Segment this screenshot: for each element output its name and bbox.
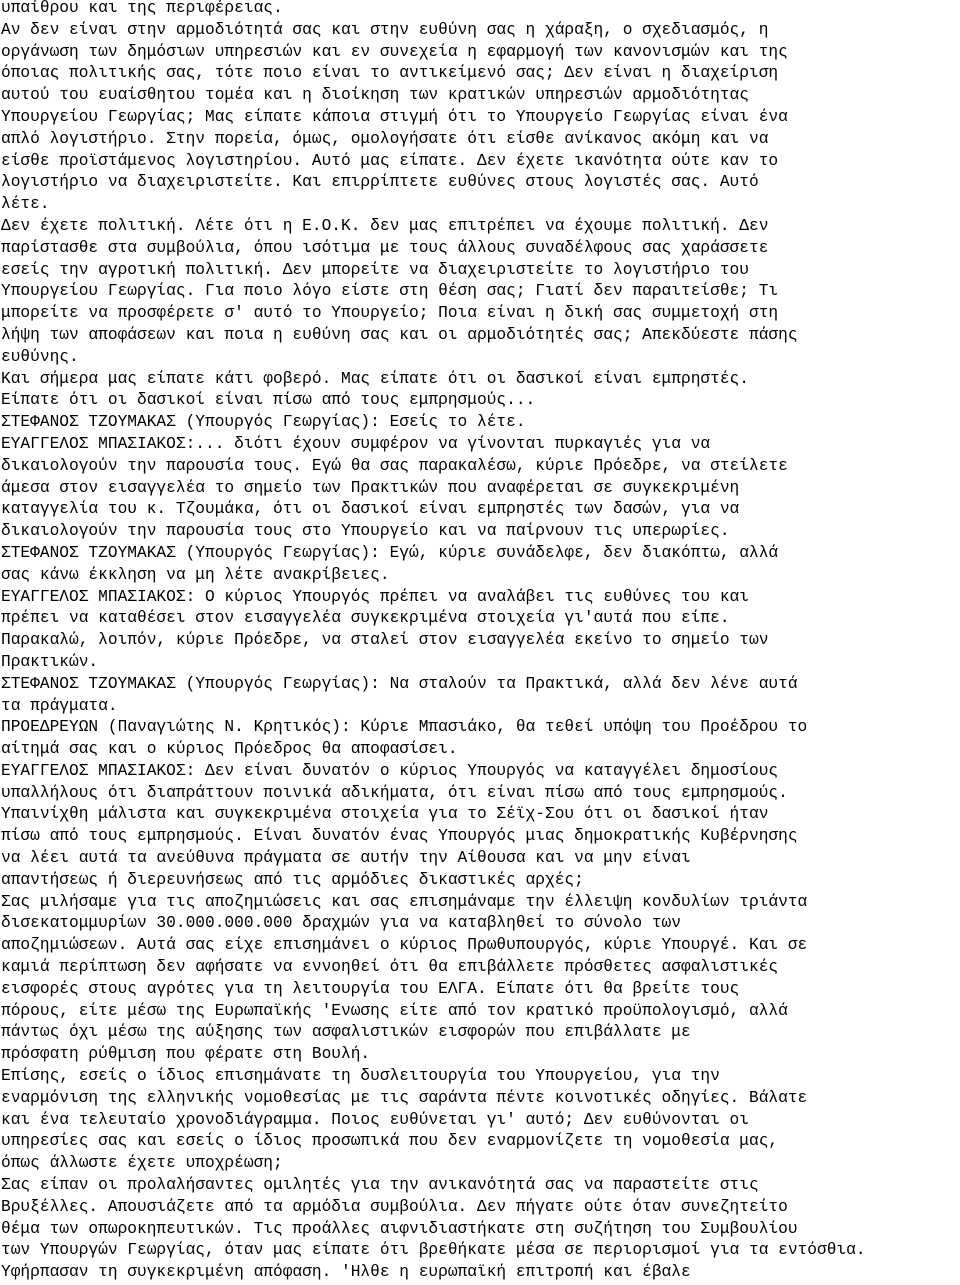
text-line: ευθύνης. — [1, 347, 79, 366]
text-line: όποιας πολιτικής σας, τότε ποιο είναι το αντικείμενό σας; Δεν είναι η διαχείριση — [1, 64, 779, 83]
text-line: Επίσης, εσείς ο ίδιος επισημάνατε τη δυσλειτουργία του Υπουργείου, για την — [1, 1067, 720, 1086]
text-line: Σας είπαν οι προλαλήσαντες ομιλητές για την ανικανότητά σας να παραστείτε στις — [1, 1176, 759, 1195]
text-line: αποζημιώσεων. Αυτά σας είχε επισημάνει ο κύριος Πρωθυπουργός, κύριε Υπουργέ. Και σε — [1, 936, 808, 955]
text-line: πόρους, είτε μέσω της Ευρωπαϊκής 'Ενωσης είτε από τον κρατικό προϋπολογισμό, αλλά — [1, 1001, 788, 1020]
text-line: δικαιολογούν την παρουσία τους. Εγώ θα σας παρακαλέσω, κύριε Πρόεδρε, να στείλετε — [1, 456, 788, 475]
text-line: Βρυξέλλες. Απουσιάζετε από τα αρμόδια συμβούλια. Δεν πήγατε ούτε όταν συνεζητείτο — [1, 1197, 788, 1216]
text-line: ΕΥΑΓΓΕΛΟΣ ΜΠΑΣΙΑΚΟΣ:... διότι έχουν συμφέρον να γίνονται πυρκαγιές για να — [1, 434, 711, 453]
text-line: άμεσα στον εισαγγελέα το σημείο των Πρακτικών που αναφέρεται σε συγκεκριμένη — [1, 478, 740, 497]
text-line: ΕΥΑΓΓΕΛΟΣ ΜΠΑΣΙΑΚΟΣ: Ο κύριος Υπουργός πρέπει να αναλάβει τις ευθύνες του και — [1, 587, 749, 606]
text-line: Σας μιλήσαμε για τις αποζημιώσεις και σας επισημάναμε την έλλειψη κονδυλίων τριάντα — [1, 892, 808, 911]
text-line: πίσω από τους εμπρησμούς. Είναι δυνατόν ένας Υπουργός μιας δημοκρατικής Κυβέρνησης — [1, 827, 798, 846]
text-line: απλό λογιστήριο. Στην πορεία, όμως, ομολογήσατε ότι είσθε ανίκανος ακόμη και να — [1, 129, 769, 148]
text-line: παρίστασθε στα συμβούλια, όπου ισότιμα με τους άλλους συναδέλφους σας χαράσσετε — [1, 238, 769, 257]
text-line: ΕΥΑΓΓΕΛΟΣ ΜΠΑΣΙΑΚΟΣ: Δεν είναι δυνατόν ο κύριος Υπουργός να καταγγέλει δημοσίους — [1, 761, 779, 780]
text-line: δισεκατομμυρίων 30.000.000.000 δραχμών για να καταβληθεί το σύνολο των — [1, 914, 681, 933]
text-line: ΣΤΕΦΑΝΟΣ ΤΖΟΥΜΑΚΑΣ (Υπουργός Γεωργίας): Εγώ, κύριε συνάδελφε, δεν διακόπτω, αλλά — [1, 543, 779, 562]
text-line: Υπαινίχθη μάλιστα και συγκεκριμένα στοιχεία για το Σέϊχ-Σου ότι οι δασικοί ήταν — [1, 805, 769, 824]
text-line: είσθε προϊστάμενος λογιστηρίου. Αυτό μας είπατε. Δεν έχετε ικανότητα ούτε καν το — [1, 151, 779, 170]
text-line: εναρμόνιση της ελληνικής νομοθεσίας με τις σαράντα πέντε κοινοτικές οδηγίες. Βάλατε — [1, 1088, 808, 1107]
text-line: όπως άλλωστε έχετε υποχρέωση; — [1, 1154, 283, 1173]
document-page — [1, 0, 959, 1284]
text-line: Πρακτικών. — [1, 652, 99, 671]
text-line: πρόσφατη ρύθμιση που φέρατε στη Βουλή. — [1, 1045, 371, 1064]
text-line: εσείς την αγροτική πολιτική. Δεν μπορείτε να διαχειριστείτε το λογιστήριο του — [1, 260, 749, 279]
text-line: πρέπει να καταθέσει στον εισαγγελέα συγκεκριμένα στοιχεία γι'αυτά που είπε. — [1, 609, 730, 628]
text-line: και ένα τελευταίο χρονοδιάγραμμα. Ποιος ευθύνεται γι' αυτό; Δεν ευθύνονται οι — [1, 1110, 749, 1129]
text-line: Υπουργείου Γεωργίας; Μας είπατε κάποια στιγμή ότι το Υπουργείο Γεωργίας είναι ένα — [1, 107, 788, 126]
text-line: αυτού του ευαίσθητου τομέα και η διοίκηση των κρατικών υπηρεσιών αρμοδιότητας — [1, 86, 749, 105]
text-line: ΣΤΕΦΑΝΟΣ ΤΖΟΥΜΑΚΑΣ (Υπουργός Γεωργίας): Να σταλούν τα Πρακτικά, αλλά δεν λένε αυτά — [1, 674, 798, 693]
text-line: Υφήρπασαν τη συγκεκριμένη απόφαση. 'Ηλθε η ευρωπαϊκή επιτροπή και έβαλε — [1, 1263, 691, 1282]
text-line: σας κάνω έκκληση να μη λέτε ανακρίβειες. — [1, 565, 390, 584]
text-line: ΠΡΟΕΔΡΕΥΩΝ (Παναγιώτης Ν. Κρητικός): Κύριε Μπασιάκο, θα τεθεί υπόψη του Προέδρου το — [1, 718, 808, 737]
text-line: μπορείτε να προσφέρετε σ' αυτό το Υπουργείο; Ποια είναι η δική σας συμμετοχή στη — [1, 304, 779, 323]
text-line: ΣΤΕΦΑΝΟΣ ΤΖΟΥΜΑΚΑΣ (Υπουργός Γεωργίας): Εσείς το λέτε. — [1, 413, 526, 432]
text-line: Είπατε ότι οι δασικοί είναι πίσω από τους εμπρησμούς... — [1, 391, 536, 410]
text-line: υπηρεσίες σας και εσείς ο ίδιος προσωπικά που δεν εναρμονίζετε τη νομοθεσία μας, — [1, 1132, 779, 1151]
text-line: λέτε. — [1, 195, 50, 214]
text-line: υπαλλήλους ότι διαπράττουν ποινικά αδικήματα, ότι είναι πίσω από τους εμπρησμούς. — [1, 783, 788, 802]
text-line: Παρακαλώ, λοιπόν, κύριε Πρόεδρε, να σταλεί στον εισαγγελέα εκείνο το σημείο των — [1, 631, 769, 650]
text-line: λήψη των αποφάσεων και ποια η ευθύνη σας και οι αρμοδιότητές σας; Απεκδύεστε πάσης — [1, 325, 798, 344]
text-line: εισφορές στους αγρότες για τη λειτουργία του ΕΛΓΑ. Είπατε ότι θα βρείτε τους — [1, 979, 740, 998]
text-line: των Υπουργών Γεωργίας, όταν μας είπατε ότι βρεθήκατε μέσα σε περιορισμοί για τα εντόσθια. — [1, 1241, 866, 1260]
text-line: υπαίθρου και της περιφέρειας. — [1, 0, 283, 17]
text-line: καταγγελία του κ. Τζουμάκα, ότι οι δασικοί είναι εμπρηστές των δασών, για να — [1, 500, 740, 519]
text-line: Αν δεν είναι στην αρμοδιότητά σας και στην ευθύνη σας η χάραξη, ο σχεδιασμός, η — [1, 20, 769, 39]
text-line: Δεν έχετε πολιτική. Λέτε ότι η Ε.Ο.Κ. δεν μας επιτρέπει να έχουμε πολιτική. Δεν — [1, 216, 769, 235]
text-line: θέμα των οπωροκηπευτικών. Τις προάλλες αιφνιδιαστήκατε στη συζήτηση του Συμβουλίου — [1, 1219, 798, 1238]
text-line: λογιστήριο να διαχειριστείτε. Και επιρρίπτετε ευθύνες στους λογιστές σας. Αυτό — [1, 173, 759, 192]
text-line: οργάνωση των δημόσιων υπηρεσιών και εν συνεχεία η εφαρμογή των κανονισμών και της — [1, 42, 788, 61]
text-line: καμιά περίπτωση δεν αφήσατε να εννοηθεί ότι θα επιβάλλετε πρόσθετες ασφαλιστικές — [1, 958, 779, 977]
text-line: τα πράγματα. — [1, 696, 118, 715]
text-line: Και σήμερα μας είπατε κάτι φοβερό. Μας είπατε ότι οι δασικοί είναι εμπρηστές. — [1, 369, 749, 388]
text-line: Υπουργείου Γεωργίας. Για ποιο λόγο είστε στη θέση σας; Γιατί δεν παραιτείσθε; Τι — [1, 282, 779, 301]
text-line: να λέει αυτά τα ανεύθυνα πράγματα σε αυτήν την Αίθουσα και να μην είναι — [1, 849, 691, 868]
text-line: απαντήσεως ή διερευνήσεως από τις αρμόδιες δικαστικές αρχές; — [1, 870, 584, 889]
text-line: αίτημά σας και ο κύριος Πρόεδρος θα αποφασίσει. — [1, 740, 458, 759]
text-line: δικαιολογούν την παρουσία τους στο Υπουργείο και να παίρνουν τις υπερωρίες. — [1, 522, 730, 541]
text-line: πάντως όχι μέσω της αύξησης των ασφαλιστικών εισφορών που επιβάλλατε με — [1, 1023, 691, 1042]
